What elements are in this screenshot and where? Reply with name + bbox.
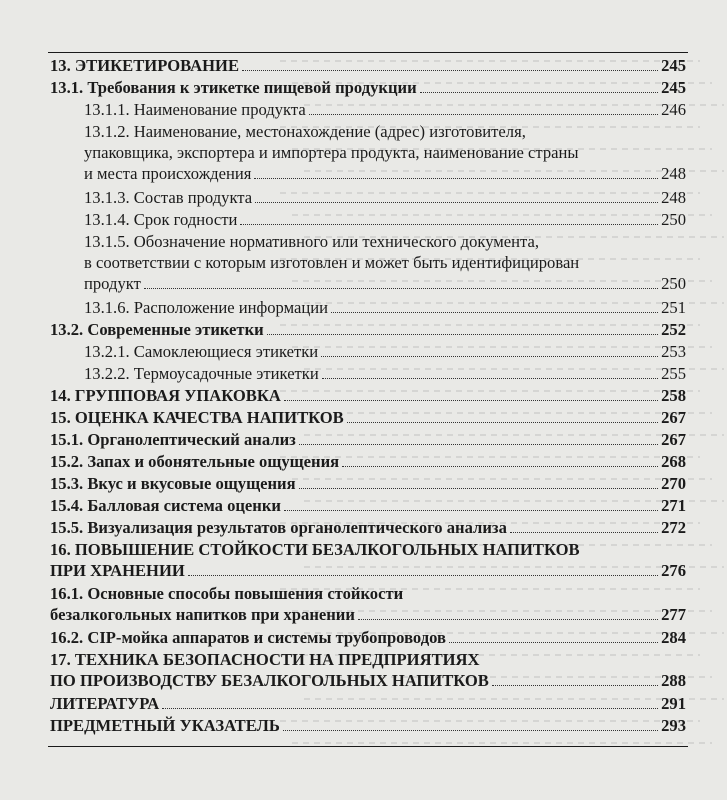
toc-entry[interactable] bbox=[50, 77, 686, 98]
toc-entry[interactable] bbox=[84, 297, 686, 318]
dot-leader bbox=[242, 70, 658, 71]
toc-entry[interactable] bbox=[50, 319, 686, 340]
toc-page-number: 270 bbox=[661, 474, 686, 493]
top-rule bbox=[48, 52, 688, 53]
toc-page-number: 291 bbox=[661, 694, 686, 713]
dot-leader bbox=[283, 730, 658, 731]
toc-entry[interactable] bbox=[50, 55, 686, 76]
toc-entry-title: 13.1.5. Обозначение нормативного или технического документа, bbox=[84, 232, 539, 251]
toc-entry-title: 16.2. CIP-мойка аппаратов и системы трубопроводов bbox=[50, 628, 446, 647]
dot-leader bbox=[254, 178, 658, 179]
toc-entry[interactable] bbox=[84, 363, 686, 384]
toc-page-number: 246 bbox=[661, 100, 686, 119]
bottom-rule bbox=[48, 746, 688, 747]
toc-page-number: 250 bbox=[661, 274, 686, 293]
toc-entry[interactable] bbox=[84, 231, 686, 294]
toc-entry[interactable] bbox=[50, 407, 686, 428]
toc-entry-title: 16.1. Основные способы повышения стойкости bbox=[50, 584, 404, 603]
dot-leader bbox=[321, 356, 658, 357]
toc-page-number: 258 bbox=[661, 386, 686, 405]
toc-entry[interactable] bbox=[84, 341, 686, 362]
toc-page-number: 267 bbox=[661, 408, 686, 427]
toc-entry-title: 13.1.1. Наименование продукта bbox=[84, 100, 306, 119]
toc-page-number: 267 bbox=[661, 430, 686, 449]
toc-page-number: 268 bbox=[661, 452, 686, 471]
toc-page-number: 253 bbox=[661, 342, 686, 361]
toc-page-number: 255 bbox=[661, 364, 686, 383]
toc-entry-title: 15.2. Запах и обонятельные ощущения bbox=[50, 452, 340, 471]
toc-entry[interactable] bbox=[50, 627, 686, 648]
dot-leader bbox=[162, 708, 658, 709]
toc-entry-title: 15.3. Вкус и вкусовые ощущения bbox=[50, 474, 296, 493]
toc-entry[interactable] bbox=[84, 99, 686, 120]
toc-entry-title: 17. ТЕХНИКА БЕЗОПАСНОСТИ НА ПРЕДПРИЯТИЯХ bbox=[50, 650, 480, 669]
dot-leader bbox=[284, 400, 658, 401]
toc-entry[interactable] bbox=[84, 209, 686, 230]
toc-entry[interactable] bbox=[84, 121, 686, 184]
toc-page-number: 252 bbox=[661, 320, 686, 339]
toc-page-number: 251 bbox=[661, 298, 686, 317]
toc-page-number: 248 bbox=[661, 164, 686, 183]
toc-entry[interactable] bbox=[50, 429, 686, 450]
dot-leader bbox=[492, 685, 658, 686]
toc-page-number: 271 bbox=[661, 496, 686, 515]
toc-entry-title: 13.2. Современные этикетки bbox=[50, 320, 264, 339]
toc-entry-title: 13.2.2. Термоусадочные этикетки bbox=[84, 364, 319, 383]
dot-leader bbox=[449, 642, 658, 643]
toc-entry[interactable] bbox=[50, 385, 686, 406]
toc-entry[interactable] bbox=[50, 539, 686, 581]
toc-page-number: 293 bbox=[661, 716, 686, 735]
toc-entry-title: безалкогольных напитков при хранении bbox=[50, 605, 355, 624]
toc-entry-title: 15.1. Органолептический анализ bbox=[50, 430, 296, 449]
toc-entry-title: упаковщика, экспортера и импортера продукта, наименование страны bbox=[84, 143, 579, 162]
toc-entry-title: ПРИ ХРАНЕНИИ bbox=[50, 561, 185, 580]
toc-entry-title: и места происхождения bbox=[84, 164, 252, 183]
toc-entry-title: 13.2.1. Самоклеющиеся этикетки bbox=[84, 342, 319, 361]
toc-entry-title: ПРЕДМЕТНЫЙ УКАЗАТЕЛЬ bbox=[50, 716, 280, 735]
dot-leader bbox=[267, 334, 658, 335]
dot-leader bbox=[144, 288, 658, 289]
dot-leader bbox=[510, 532, 658, 533]
dot-leader bbox=[420, 92, 658, 93]
toc-page-number: 288 bbox=[661, 671, 686, 690]
toc-page-number: 277 bbox=[661, 605, 686, 624]
toc-entry[interactable] bbox=[50, 583, 686, 625]
toc-entry-title: 15.5. Визуализация результатов органолептического анализа bbox=[50, 518, 507, 537]
toc-entry[interactable] bbox=[50, 473, 686, 494]
dot-leader bbox=[347, 422, 658, 423]
dot-leader bbox=[299, 444, 658, 445]
toc-entry-title: 13.1. Требования к этикетке пищевой продукции bbox=[50, 78, 417, 97]
toc-entry[interactable] bbox=[50, 649, 686, 691]
dot-leader bbox=[188, 575, 658, 576]
toc-page-number: 245 bbox=[661, 78, 686, 97]
toc-page-number: 250 bbox=[661, 210, 686, 229]
toc-entry-title: 13.1.3. Состав продукта bbox=[84, 188, 253, 207]
toc-page-number: 245 bbox=[661, 56, 686, 75]
dot-leader bbox=[309, 114, 658, 115]
toc-entry[interactable] bbox=[50, 715, 686, 736]
toc-entry-title: 13.1.6. Расположение информации bbox=[84, 298, 328, 317]
dot-leader bbox=[240, 224, 658, 225]
toc-page-number: 276 bbox=[661, 561, 686, 580]
dot-leader bbox=[358, 619, 658, 620]
toc-entry-title: 13. ЭТИКЕТИРОВАНИЕ bbox=[50, 56, 240, 75]
toc-entry[interactable] bbox=[50, 517, 686, 538]
toc-entry-title: 14. ГРУППОВАЯ УПАКОВКА bbox=[50, 386, 281, 405]
toc-entry-title: 16. ПОВЫШЕНИЕ СТОЙКОСТИ БЕЗАЛКОГОЛЬНЫХ НАПИТКОВ bbox=[50, 540, 580, 559]
dot-leader bbox=[342, 466, 658, 467]
toc-entry-title: 13.1.2. Наименование, местонахождение (адрес) изготовителя, bbox=[84, 122, 526, 141]
dot-leader bbox=[255, 202, 658, 203]
toc-entry[interactable] bbox=[50, 451, 686, 472]
toc-page-number: 248 bbox=[661, 188, 686, 207]
toc-entry-title: продукт bbox=[84, 274, 141, 293]
toc-entry-title: 15.4. Балловая система оценки bbox=[50, 496, 281, 515]
toc-page-number: 272 bbox=[661, 518, 686, 537]
toc-entry-title: ПО ПРОИЗВОДСТВУ БЕЗАЛКОГОЛЬНЫХ НАПИТКОВ bbox=[50, 671, 489, 690]
toc-entry[interactable] bbox=[84, 187, 686, 208]
toc-page-number: 284 bbox=[661, 628, 686, 647]
toc-entry-title: 15. ОЦЕНКА КАЧЕСТВА НАПИТКОВ bbox=[50, 408, 344, 427]
dot-leader bbox=[284, 510, 658, 511]
toc-entry-title: в соответствии с которым изготовлен и может быть идентифицирован bbox=[84, 253, 580, 272]
dot-leader bbox=[331, 312, 658, 313]
dot-leader bbox=[322, 378, 658, 379]
toc-entry-title: ЛИТЕРАТУРА bbox=[50, 694, 160, 713]
toc-entry[interactable] bbox=[50, 495, 686, 516]
toc-entry[interactable] bbox=[50, 693, 686, 714]
toc-entry-title: 13.1.4. Срок годности bbox=[84, 210, 238, 229]
dot-leader bbox=[299, 488, 659, 489]
